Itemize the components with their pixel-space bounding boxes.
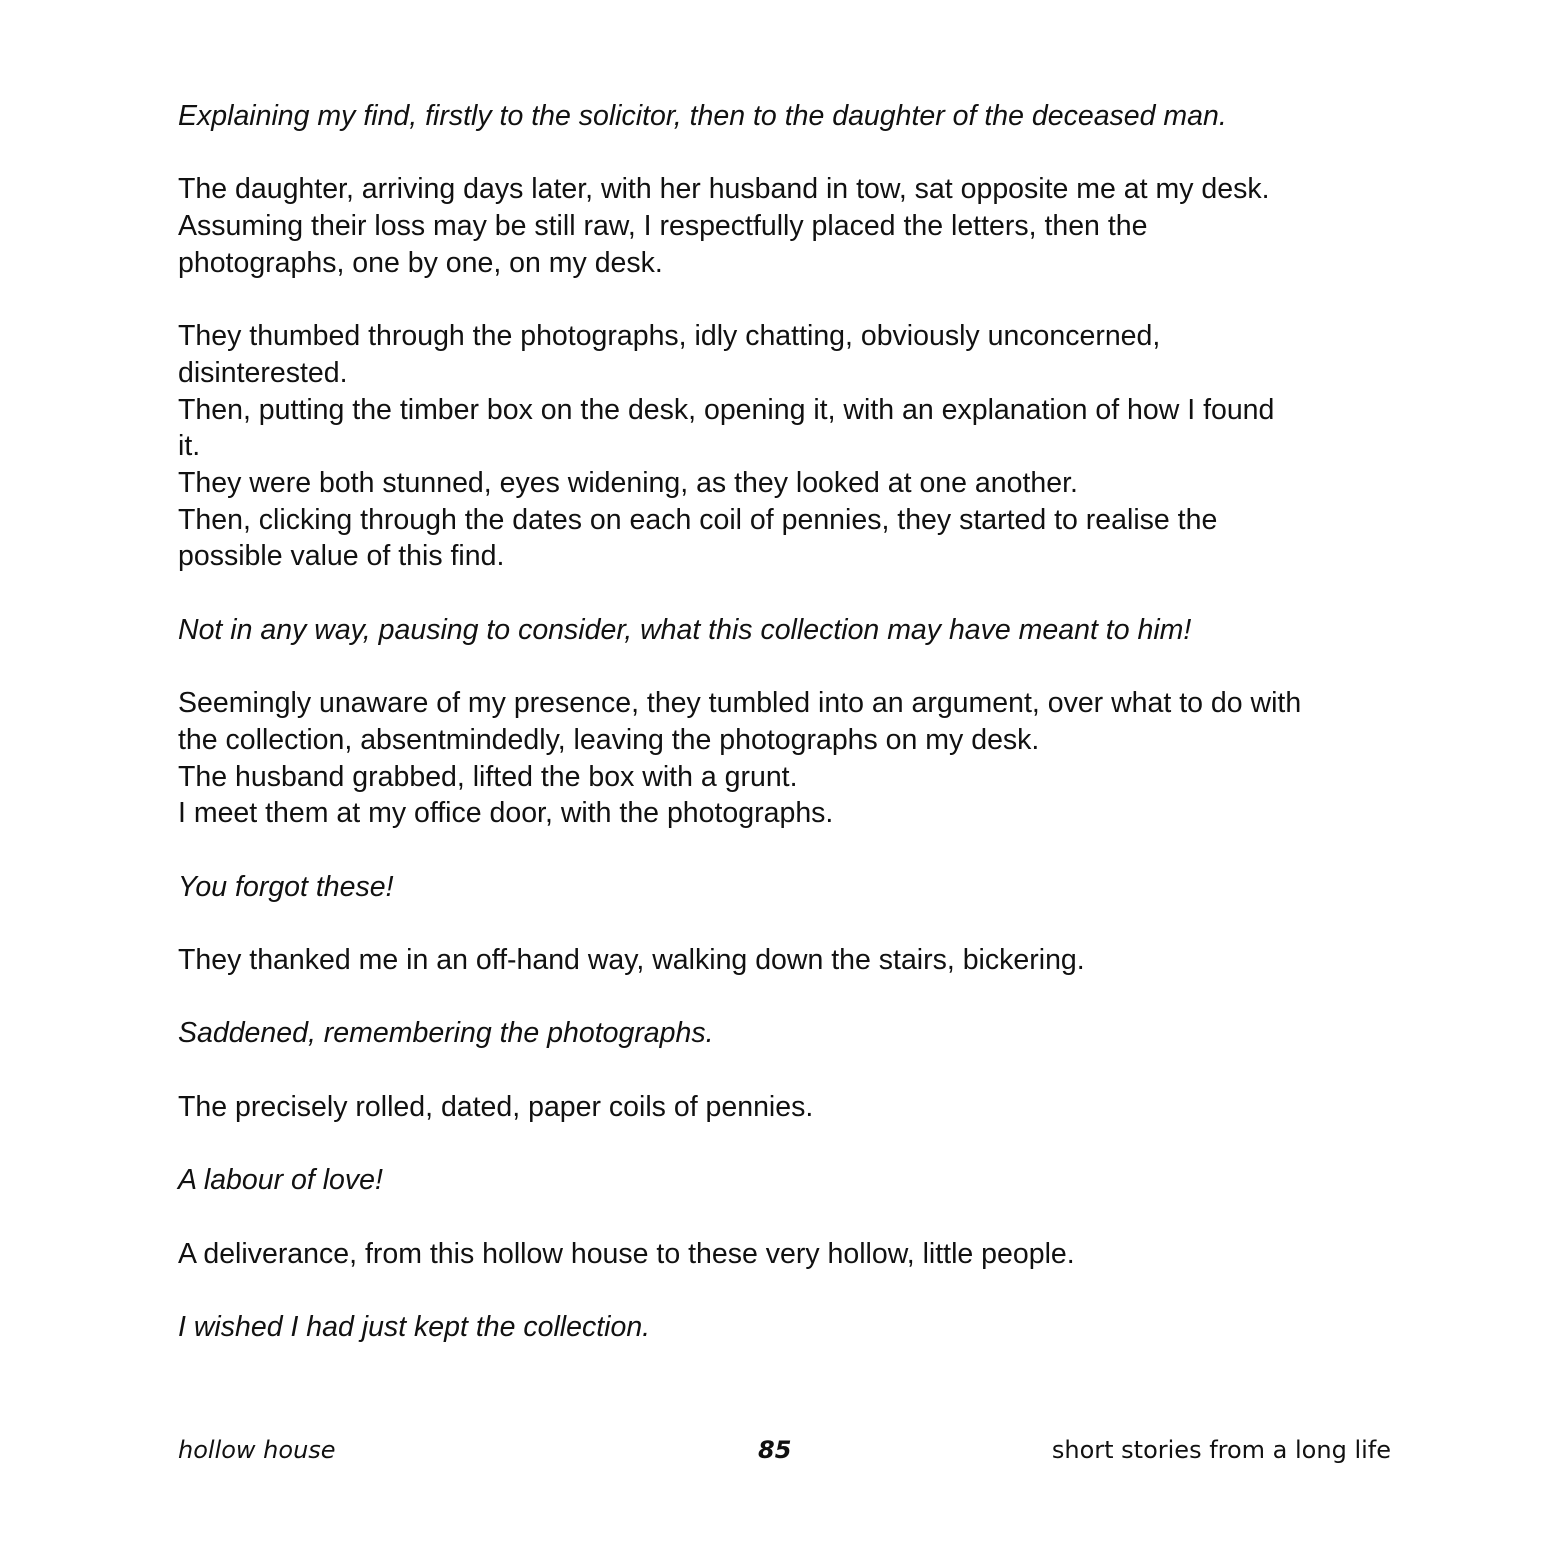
text-line: Explaining my find, firstly to the solicitor, then to the daughter of the deceased man.	[178, 100, 1227, 132]
text-line: The precisely rolled, dated, paper coils of pennies.	[178, 1090, 814, 1123]
page-footer	[0, 1432, 1557, 1472]
text-line: A deliverance, from this hollow house to these very hollow, little people.	[178, 1237, 1075, 1270]
footer-book-title: hollow house	[178, 1436, 336, 1464]
paragraph	[178, 1089, 1408, 1126]
paragraph	[178, 171, 1408, 281]
footer-collection-title: short stories from a long life	[1051, 1436, 1391, 1464]
text-line: You forgot these!	[178, 870, 394, 903]
footer-page-number: 85	[758, 1436, 792, 1464]
text-line: The husband grabbed, lifted the box with a grunt.	[178, 760, 798, 793]
text-line: photographs, one by one, on my desk.	[178, 246, 663, 279]
text-line: A labour of love!	[178, 1164, 383, 1197]
story-text	[178, 98, 1408, 1346]
paragraph	[178, 1162, 1408, 1199]
text-line: it.	[178, 430, 201, 463]
text-line: Seemingly unaware of my presence, they tumbled into an argument, over what to do with	[178, 687, 1302, 720]
text-line: They thumbed through the photographs, idly chatting, obviously unconcerned,	[178, 320, 1161, 353]
paragraph	[178, 942, 1408, 979]
paragraph	[178, 318, 1408, 575]
text-line: They thanked me in an off-hand way, walking down the stairs, bickering.	[178, 944, 1085, 977]
text-line: Then, clicking through the dates on each coil of pennies, they started to realise the	[178, 503, 1218, 536]
text-line: I meet them at my office door, with the photographs.	[178, 797, 834, 830]
text-line: I wished I had just kept the collection.	[178, 1311, 651, 1344]
paragraph	[178, 98, 1408, 135]
text-line: They were both stunned, eyes widening, as they looked at one another.	[178, 467, 1078, 499]
text-line: disinterested.	[178, 356, 348, 389]
text-line: Then, putting the timber box on the desk, opening it, with an explanation of how I found	[178, 393, 1275, 426]
text-line: The daughter, arriving days later, with her husband in tow, sat opposite me at my desk.	[178, 173, 1270, 206]
paragraph	[178, 1309, 1408, 1346]
paragraph	[178, 685, 1408, 832]
text-line: possible value of this find.	[178, 540, 505, 573]
text-line: Not in any way, pausing to consider, what this collection may have meant to him!	[178, 613, 1192, 646]
text-line: the collection, absentmindedly, leaving the photographs on my desk.	[178, 723, 1040, 756]
text-line: Saddened, remembering the photographs.	[178, 1017, 714, 1050]
paragraph	[178, 869, 1408, 906]
text-line: Assuming their loss may be still raw, I respectfully placed the letters, then the	[178, 210, 1148, 243]
paragraph	[178, 612, 1408, 649]
paragraph	[178, 1236, 1408, 1273]
paragraph	[178, 1015, 1408, 1052]
